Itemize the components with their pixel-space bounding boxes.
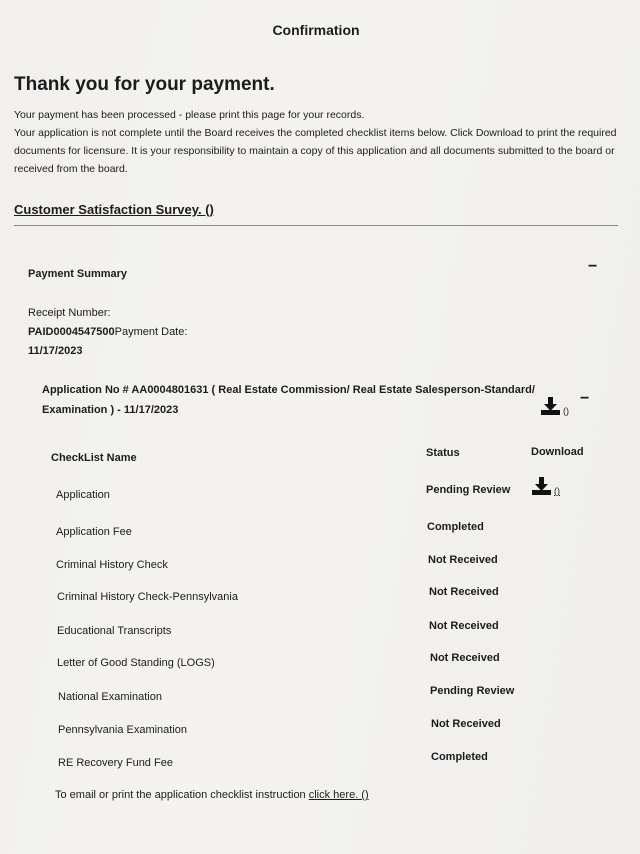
checklist-row-name: Educational Transcripts: [57, 625, 172, 637]
page-header-title: Confirmation: [272, 22, 360, 38]
checklist-row-status: Pending Review: [430, 685, 515, 697]
section-divider: [14, 225, 618, 226]
receipt-number-label: Receipt Number:: [28, 307, 111, 319]
checklist-row-status: Not Received: [429, 586, 499, 598]
receipt-line: [28, 326, 187, 338]
checklist-row-status: Completed: [431, 751, 488, 763]
payment-summary-title: Payment Summary: [28, 268, 128, 280]
checklist-row-status: Not Received: [428, 554, 498, 566]
download-icon: [540, 396, 562, 416]
intro-line-2: Your application is not complete until the Board receives the completed checklist items below. Click Download to print the required documents for licensure. It is your responsibility to maintain a copy of this application and all documents submitted to the board or received from the board.: [14, 127, 617, 175]
application-line: Application No # AA0004801631 ( Real Estate Commission/ Real Estate Salesperson-Standard/ Examination ) - 11/17/2023: [42, 384, 535, 416]
receipt-number: PAID0004547500: [28, 326, 115, 338]
footer-text: To email or print the application checklist instruction: [55, 789, 309, 801]
checklist-row-status: Pending Review: [426, 484, 511, 496]
checklist-row-status: Not Received: [430, 652, 500, 664]
intro-line-1: Your payment has been processed - please print this page for your records.: [14, 109, 365, 121]
checklist-row-name: Criminal History Check-Pennsylvania: [57, 591, 238, 603]
column-header-status: Status: [426, 447, 460, 459]
checklist-row-name: Application Fee: [56, 526, 132, 538]
checklist-row-status: Not Received: [429, 620, 499, 632]
checklist-row-status: Not Received: [431, 718, 501, 730]
click-here-link[interactable]: click here. (): [308, 789, 369, 801]
collapse-payment-summary-button[interactable]: −: [588, 258, 598, 275]
collapse-application-button[interactable]: −: [580, 390, 590, 407]
checklist-row-name: National Examination: [58, 691, 162, 703]
row-download-button[interactable]: [531, 476, 560, 496]
download-link-text: (): [554, 486, 560, 496]
footer-instruction: [55, 789, 369, 801]
payment-date-label: Payment Date:: [114, 326, 188, 338]
application-download-button[interactable]: [540, 396, 569, 416]
survey-link[interactable]: Customer Satisfaction Survey. (): [14, 202, 214, 217]
checklist-row-name: RE Recovery Fund Fee: [58, 757, 173, 769]
checklist-row-name: Pennsylvania Examination: [58, 724, 188, 736]
checklist-row-name: Criminal History Check: [56, 559, 168, 571]
intro-text: [14, 106, 626, 178]
column-header-download: Download: [531, 446, 584, 458]
download-link-text: (): [563, 406, 569, 416]
checklist-row-name: Letter of Good Standing (LOGS): [57, 657, 215, 669]
checklist-row-status: Completed: [427, 521, 484, 533]
download-icon: [531, 476, 553, 496]
column-header-name: CheckList Name: [51, 452, 137, 464]
checklist-row-name: Application: [56, 489, 110, 501]
payment-date: 11/17/2023: [28, 345, 83, 357]
thank-you-heading: Thank you for your payment.: [14, 74, 275, 95]
